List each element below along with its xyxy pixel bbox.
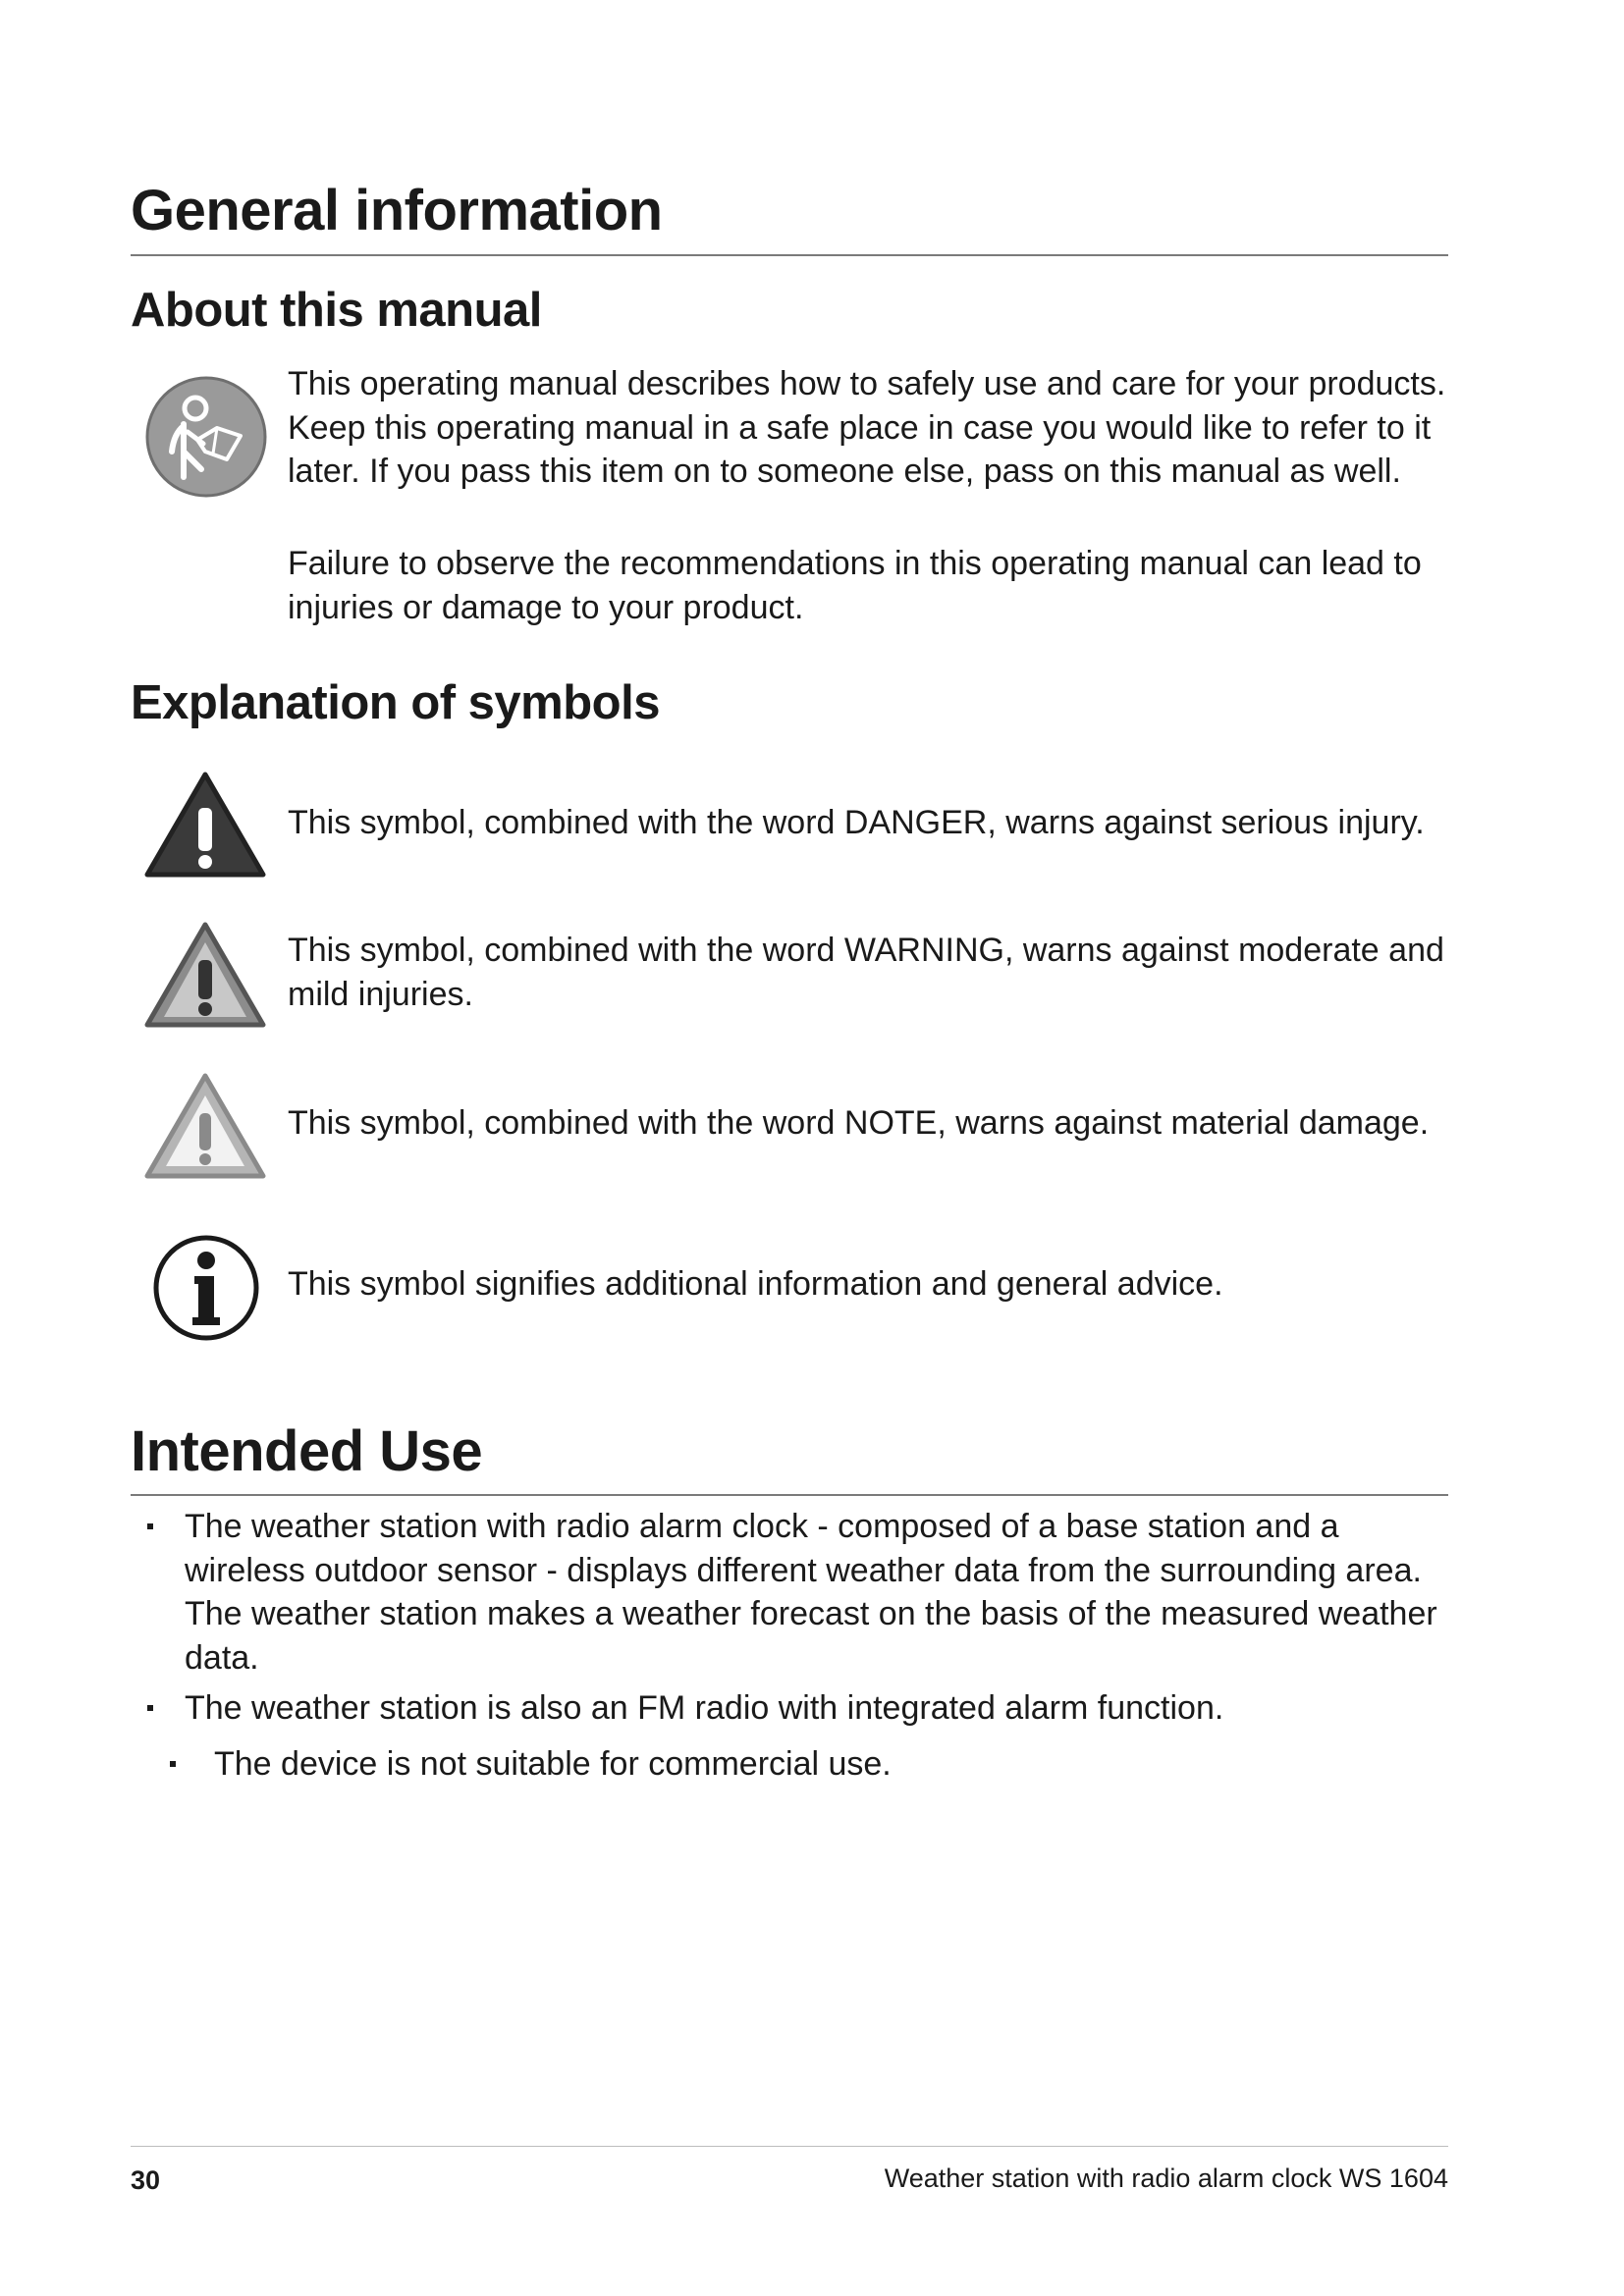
info-icon (151, 1233, 261, 1343)
list-item-text: The weather station with radio alarm clock - composed of a base station and a wireless outdoor sensor - displays different weather data from the surrounding area. The weather station makes a weather forecast on the basis of the measured weather data. (185, 1508, 1437, 1677)
bullet-marker (147, 1523, 153, 1529)
about-manual-heading: About this manual (131, 284, 542, 337)
bullet-marker (170, 1761, 176, 1767)
intended-use-list (131, 1505, 1456, 1786)
heading-divider (131, 1494, 1448, 1496)
read-manual-icon (144, 375, 268, 499)
warning-symbol-text: This symbol, combined with the word WARNING, warns against moderate and mild injuries. (288, 932, 1444, 1013)
note-icon (143, 1072, 267, 1182)
note-symbol-text: This symbol, combined with the word NOTE, warns against material damage. (288, 1104, 1430, 1142)
general-information-heading: General information (131, 179, 663, 242)
about-paragraph-1: This operating manual describes how to safely use and care for your products. Keep this operating manual in a safe place in case you would like to refer to it later. If you pass this item on to someone else, pass on this manual as well. (288, 365, 1446, 490)
footer-divider (131, 2146, 1448, 2147)
list-item-text: The weather station is also an FM radio with integrated alarm function. (185, 1689, 1224, 1727)
list-item-text: The device is not suitable for commercial use. (214, 1744, 892, 1783)
page-number: 30 (131, 2165, 161, 2195)
footer-product-title: Weather station with radio alarm clock WS 1604 (884, 2163, 1448, 2193)
list-item (131, 1686, 1456, 1731)
intended-use-heading: Intended Use (131, 1419, 483, 1483)
danger-symbol-text: This symbol, combined with the word DANGER, warns against serious injury. (288, 804, 1425, 841)
danger-warning-icon (143, 771, 267, 881)
heading-divider (131, 254, 1448, 256)
list-item (131, 1505, 1456, 1680)
info-symbol-text: This symbol signifies additional information and general advice. (288, 1265, 1223, 1303)
bullet-marker (147, 1705, 153, 1711)
warning-icon (143, 921, 267, 1031)
about-paragraph-2: Failure to observe the recommendations in this operating manual can lead to injuries or damage to your product. (288, 545, 1422, 626)
list-item (131, 1742, 1456, 1787)
symbols-heading: Explanation of symbols (131, 676, 660, 729)
